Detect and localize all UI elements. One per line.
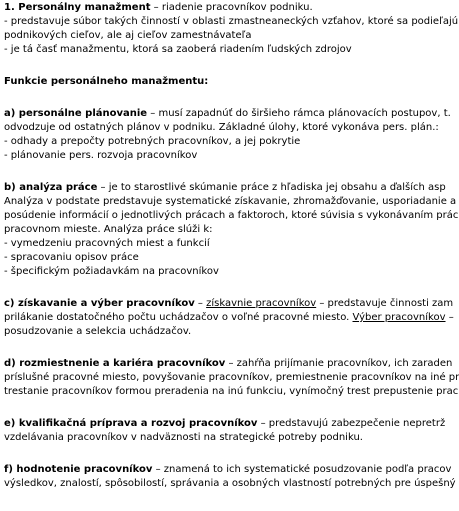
section-e-line: vzdelávania pracovníkov v nadväznosti na strategické potreby podniku.: [4, 432, 363, 443]
functions-heading: Funkcie personálneho manažmentu:: [4, 76, 209, 87]
section-e-heading: [4, 417, 445, 431]
section-c-title: c) získavanie a výber pracovníkov: [4, 298, 195, 309]
section-b-line: posúdenie informácií o jednotlivých prácach a faktoroch, ktoré súvisia s vykonávaním prác: [4, 210, 459, 221]
section-a-line: odvodzuje od ostatných plánov v podniku. Základné úlohy, ktoré vykonáva pers. plán.:: [4, 122, 439, 133]
section-a-title: a) personálne plánovanie: [4, 108, 148, 119]
section-a-heading: [4, 107, 451, 121]
section-c-line: [4, 311, 454, 325]
section-a-line: - plánovanie pers. rozvoja pracovníkov: [4, 150, 198, 161]
section-b-heading: [4, 181, 446, 195]
section-f-heading: [4, 463, 451, 477]
section-c-line: posudzovanie a selekcia uchádzačov.: [4, 326, 192, 337]
section-b-line: - spracovaniu opisov práce: [4, 252, 139, 263]
section-a-rest: – musí zapadnúť do širšieho rámca plánovacích postupov, t.: [147, 108, 451, 119]
section-b-line: - vymedzeniu pracovných miest a funkcií: [4, 238, 210, 249]
section-c-rest2: – predstavuje činnosti zam: [316, 298, 454, 309]
section-b-line: pracovnom mieste. Analýza práce slúži k:: [4, 224, 213, 235]
section-d-line: príslušné pracovné miesto, povyšovanie pracovníkov, premiestnenie pracovníkov na iné pr: [4, 372, 459, 383]
section-c-heading: [4, 297, 453, 311]
section-a-line: - odhady a prepočty potrebných pracovníkov, a jej pokrytie: [4, 136, 301, 147]
section-c-link-vyber[interactable]: Výber pracovníkov: [352, 312, 446, 323]
section-b-title: b) analýza práce: [4, 182, 98, 193]
section-d-rest: – zahŕňa prijímanie pracovníkov, ich zaraden: [225, 358, 453, 369]
section-c-line-rest: –: [445, 312, 454, 323]
intro-line: - je tá časť manažmentu, ktorá sa zaoberá riadením ľudských zdrojov: [4, 44, 352, 55]
section-f-title: f) hodnotenie pracovníkov: [4, 464, 153, 475]
section-f-rest: – znamená to ich systematické posudzovanie podľa pracov: [152, 464, 452, 475]
section-b-line: - špecifickým požiadavkám na pracovníkov: [4, 266, 219, 277]
section-f-line: výsledkov, znalostí, spôsobilostí, správania a osobných vlastností potrebných pre úspešný: [4, 478, 456, 489]
section-d-heading: [4, 357, 452, 371]
section-c-rest1: –: [194, 298, 207, 309]
section-c-link-ziskavanie[interactable]: získavnie pracovníkov: [206, 298, 317, 309]
section-d-title: d) rozmiestnenie a kariéra pracovníkov: [4, 358, 226, 369]
section-e-title: e) kvalifikačná príprava a rozvoj pracovníkov: [4, 418, 258, 429]
section-b-line: Analýza v podstate predstavuje systematické získavanie, zhromažďovanie, usporiadanie a: [4, 196, 457, 207]
intro-line: podnikových cieľov, ale aj cieľov zamestnávateľa: [4, 30, 252, 41]
section-c-line-text: prilákanie dostatočného počtu uchádzačov o voľné pracovné miesto.: [4, 312, 353, 323]
intro-heading: [4, 1, 313, 15]
intro-heading-bold: 1. Personálny manažment: [4, 2, 151, 13]
section-b-rest: – je to starostlivé skúmanie práce z hľadiska jej obsahu a ďalších asp: [97, 182, 446, 193]
section-d-line: trestanie pracovníkov formou preradenia na inú funkciu, vynímočný trest prepustenie prac: [4, 386, 459, 397]
intro-heading-rest: – riadenie pracovníkov podniku.: [150, 2, 313, 13]
section-e-rest: – predstavujú zabezpečenie nepretrž: [257, 418, 446, 429]
intro-line: - predstavuje súbor takých činností v oblasti zmastneaneckých vzťahov, ktoré sa podieľajú: [4, 16, 459, 27]
